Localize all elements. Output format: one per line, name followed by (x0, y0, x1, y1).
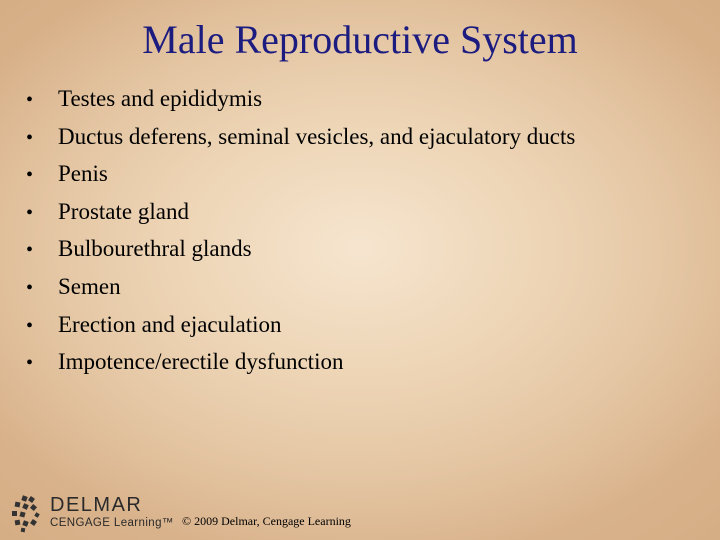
logo-name: DELMAR (50, 494, 143, 516)
logo-tagline: CENGAGE Learning™ (50, 517, 174, 529)
bullet-item (26, 274, 575, 312)
bullet-dot: • (26, 314, 34, 337)
bullet-dot: • (26, 126, 34, 149)
bullet-list (26, 86, 575, 387)
copyright-text: © 2009 Delmar, Cengage Learning (182, 514, 351, 528)
bullet-dot: • (26, 89, 34, 111)
bullet-dot: • (26, 352, 34, 375)
bullet-dot: • (26, 164, 34, 187)
bullet-text: Impotence/erectile dysfunction (58, 349, 344, 375)
bullet-item (26, 124, 575, 162)
slide-title: Male Reproductive System (142, 17, 578, 62)
bullet-dot: • (26, 201, 34, 224)
slide-footer (0, 488, 720, 540)
delmar-logo-icon (9, 494, 49, 534)
bullet-item (26, 161, 575, 199)
bullet-text: Testes and epididymis (58, 86, 263, 111)
bullet-item (26, 86, 575, 124)
bullet-text: Penis (58, 161, 108, 187)
bullet-dot: • (26, 276, 34, 299)
bullet-text: Erection and ejaculation (58, 311, 282, 337)
bullet-item (26, 199, 575, 237)
bullet-text: Ductus deferens, seminal vesicles, and ejaculatory ducts (58, 123, 576, 149)
bullet-dot: • (26, 239, 34, 262)
bullet-text: Prostate gland (58, 198, 189, 224)
bullet-item (26, 312, 575, 350)
bullet-item (26, 236, 575, 274)
bullet-text: Bulbourethral glands (58, 236, 252, 262)
bullet-text: Semen (58, 273, 121, 299)
delmar-cengage-logo (9, 490, 174, 536)
bullet-item (26, 349, 575, 387)
